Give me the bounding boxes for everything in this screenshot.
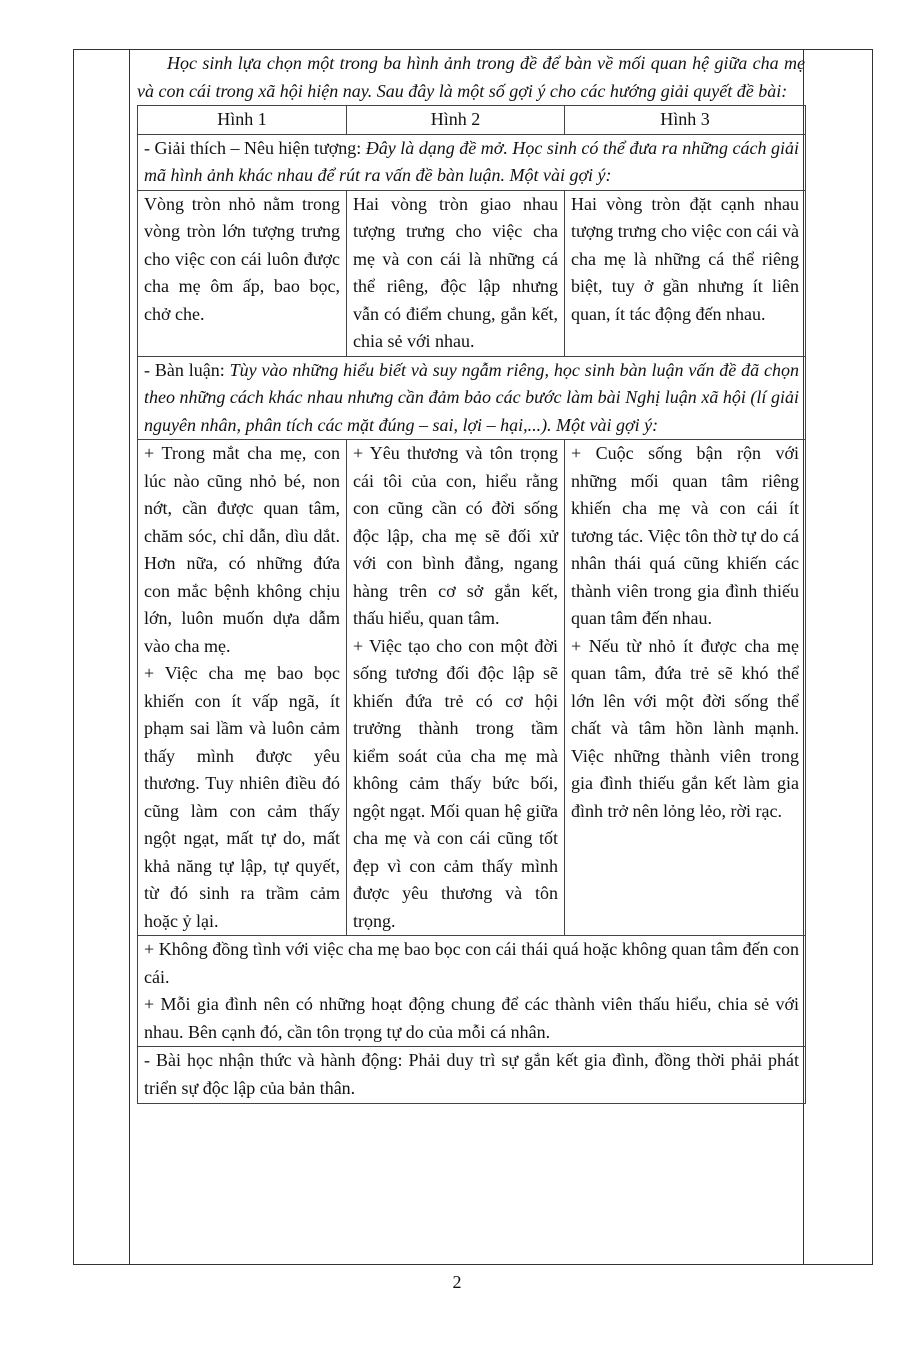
discuss-point: + Việc cha mẹ bao bọc khiến con ít vấp ngã, ít phạm sai lầm và luôn cảm thấy mình được yêu thương. Tuy nhiên điều đó cũng làm con cảm thấy ngột ngạt, mất tự do, mất khả năng tự lập, tự quyết, từ đó sinh ra trầm cảm hoặc ỷ lại.: [144, 663, 340, 931]
discuss-cell-2: [347, 440, 565, 936]
discuss-italic: Tùy vào những hiểu biết và suy ngẫm riêng, học sinh bàn luận vấn đề đã chọn theo những cách khác nhau nhưng cần đảm bảo các bước làm bài Nghị luận xã hội (lí giải nguyên nhân, phân tích các mặt đúng – sai, lợi – hại,...). Một vài gợi ý:: [144, 359, 800, 435]
discuss-cell-1: [138, 440, 347, 936]
discuss-lead: - Bàn luận:: [144, 359, 230, 380]
explain-cell-1: Vòng tròn nhỏ nằm trong vòng tròn lớn tượng trưng cho việc con cái luôn được cha mẹ ôm ấp, bao bọc, chở che.: [138, 190, 347, 356]
explain-row: [138, 134, 806, 190]
discuss-point: + Cuộc sống bận rộn với những mối quan tâm riêng khiến cha mẹ và con cái ít tương tác. Việc tôn thờ tự do cá nhân thái quá cũng khiến các thành viên trong gia đình thiếu quan tâm đến nhau.: [571, 443, 799, 628]
discuss-point: + Việc tạo cho con một đời sống tương đối độc lập sẽ khiến đứa trẻ có cơ hội trưởng thành trong tầm kiểm soát của cha mẹ mà không cảm thấy bức bối, ngột ngạt. Mối quan hệ giữa cha mẹ và con cái cũng tốt đẹp vì con cảm thấy mình được yêu thương và tôn trọng.: [353, 635, 558, 931]
content-cell: [137, 50, 805, 1104]
lesson-row: - Bài học nhận thức và hành động: Phải duy trì sự gắn kết gia đình, đồng thời phải phát triển sự độc lập của bản thân.: [138, 1047, 806, 1104]
conclusion-row: [138, 936, 806, 1047]
explain-cell-3: Hai vòng tròn đặt cạnh nhau tượng trưng cho việc con cái và cha mẹ là những cá thể riêng biệt, tuy ở gần nhưng ít liên quan, ít tác động đến nhau.: [565, 190, 806, 356]
discuss-point: + Nếu từ nhỏ ít được cha mẹ quan tâm, đứa trẻ sẽ khó thể lớn lên với một đời sống thể chất và tâm hồn lành mạnh. Việc những thành viên trong gia đình thiếu gắn kết làm gia đình trở nên lỏng lẻo, rời rạc.: [571, 635, 799, 821]
conclusion-point: + Không đồng tình với việc cha mẹ bao bọc con cái thái quá hoặc không quan tâm đến con cái.: [144, 939, 799, 987]
discuss-cell-3: [565, 440, 806, 936]
header-hinh-2: Hình 2: [347, 106, 565, 135]
discuss-point: + Trong mắt cha mẹ, con lúc nào cũng nhỏ bé, non nớt, cần được quan tâm, chăm sóc, chỉ dẫn, dìu dắt. Hơn nữa, có những đứa con mắc bệnh không chịu lớn, luôn muốn dựa dẫm vào cha mẹ.: [144, 443, 340, 656]
header-hinh-1: Hình 1: [138, 106, 347, 135]
intro-text: Học sinh lựa chọn một trong ba hình ảnh trong đề để bàn về mối quan hệ giữa cha mẹ và con cái trong xã hội hiện nay. Sau đây là một số gợi ý cho các hướng giải quyết đề bài:: [137, 53, 805, 101]
answer-table: [73, 49, 873, 1265]
left-column: [74, 50, 130, 1264]
page-number: 2: [452, 1272, 462, 1292]
discuss-row: [138, 356, 806, 440]
score-column: [803, 50, 872, 1264]
analysis-table: [137, 105, 806, 1104]
conclusion-point: + Mỗi gia đình nên có những hoạt động chung để các thành viên thấu hiểu, chia sẻ với nhau. Bên cạnh đó, cần tôn trọng tự do của mỗi cá nhân.: [144, 994, 799, 1042]
explain-italic: Đây là dạng đề mở. Học sinh có thể đưa ra những cách giải mã hình ảnh khác nhau để rút ra vấn đề bàn luận. Một vài gợi ý:: [144, 137, 799, 185]
discuss-point: + Yêu thương và tôn trọng cái tôi của con, hiểu rằng con cũng cần có đời sống độc lập, cha mẹ sẽ đối xử với con bình đẳng, ngang hàng trên cơ sở gắn kết, thấu hiểu, quan tâm.: [353, 443, 558, 628]
explain-lead: - Giải thích – Nêu hiện tượng:: [144, 137, 366, 158]
header-hinh-3: Hình 3: [565, 106, 806, 135]
explain-cell-2: Hai vòng tròn giao nhau tượng trưng cho việc cha mẹ và con cái là những cá thể riêng, độc lập nhưng vẫn có điểm chung, gắn kết, chia sẻ với nhau.: [347, 190, 565, 356]
